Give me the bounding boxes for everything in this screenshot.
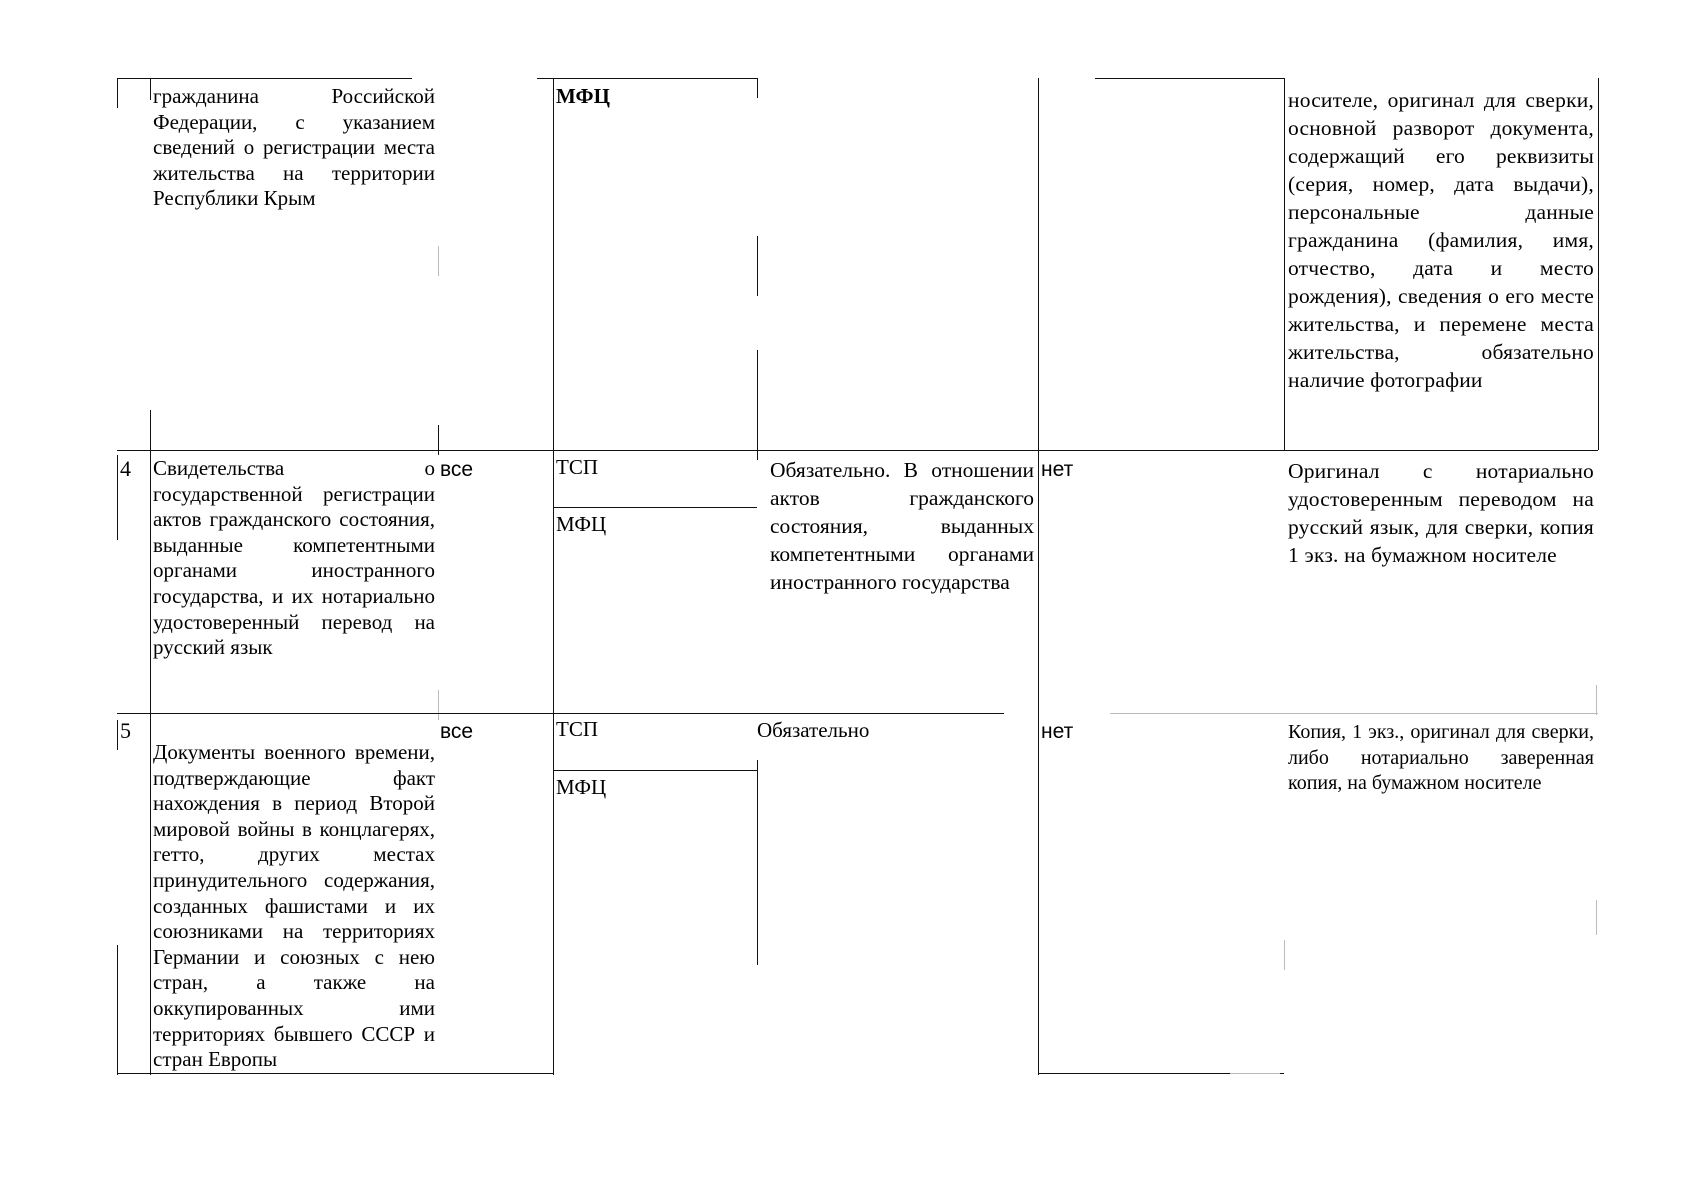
sub-row-tsp-mfc <box>553 507 757 508</box>
where-cell: МФЦ <box>556 775 607 799</box>
form-cell: Копия, 1 экз., оригинал для сверки, либо нотариально заверенная копия, на бумажном носителе <box>1288 721 1594 795</box>
sub-row-tsp-mfc <box>553 770 757 771</box>
where-cell: ТСП <box>556 717 598 741</box>
top-border <box>1095 78 1285 79</box>
col-border-left <box>117 720 118 750</box>
where-cell: ТСП <box>556 455 598 479</box>
col-border-left <box>117 945 118 1075</box>
return-cell: нет <box>1041 720 1074 743</box>
col-border-who <box>553 78 554 1075</box>
bottom-border <box>1230 1073 1280 1074</box>
col-border-cond <box>1038 78 1039 1075</box>
row-border-3-4 <box>117 450 1598 451</box>
col-border-right <box>1596 900 1597 935</box>
col-border-doc <box>438 246 439 276</box>
col-border-doc <box>438 690 439 720</box>
col-border-left <box>117 78 118 108</box>
bottom-border <box>117 1073 553 1074</box>
condition-cell: Обязательно <box>757 718 870 742</box>
document-cell: Свидетельства о государственной регистрации актов гражданского состояния, выданные компетентными органами иностранного государства, и их нотариально удостоверенный перевод на русский язык <box>153 456 435 660</box>
row-border-4-5 <box>1110 713 1598 714</box>
document-cell: Документы военного времени, подтверждающие факт нахождения в период Второй мировой войны в концлагерях, гетто, других местах принудительного содержания, созданных фашистами и их союзниками на территориях Германии и союзных с нею стран, а также на оккупированных ими территориях бывшего СССР и стран Европы <box>153 740 435 1072</box>
where-cell: МФЦ <box>556 512 607 536</box>
col-border-num <box>150 410 151 1075</box>
col-border-num <box>150 78 151 100</box>
col-border-where <box>757 760 758 965</box>
return-cell: нет <box>1041 458 1074 481</box>
row-number: 5 <box>120 718 131 743</box>
condition-cell: Обязательно. В отношении актов гражданского состояния, выданных компетентными органами иностранного государства <box>770 458 1034 594</box>
col-border-right <box>1596 685 1597 715</box>
who-cell: все <box>440 720 474 743</box>
form-cell: носителе, оригинал для сверки, основной разворот документа, содержащий его реквизиты (серия, номер, дата выдачи), персональные данные гражданина (фамилия, имя, отчество, дата и место рождения), сведения о его месте жительства, и перемене места жительства, обязательно наличие фотографии <box>1288 88 1594 392</box>
document-cell: гражданина Российской Федерации, с указанием сведений о регистрации места жительства на территории Республики Крым <box>153 84 435 211</box>
col-border-right <box>1598 78 1599 450</box>
top-border <box>537 78 757 79</box>
row-border-4-5 <box>117 713 1004 714</box>
top-border <box>117 78 412 79</box>
col-border-where <box>757 78 758 98</box>
col-border-where <box>757 236 758 296</box>
col-border-where <box>757 350 758 460</box>
where-cell: МФЦ <box>556 84 610 108</box>
form-cell: Оригинал с нотариально удостоверенным переводом на русский язык, для сверки, копия 1 экз. на бумажном носителе <box>1288 459 1594 567</box>
who-cell: все <box>440 458 474 481</box>
col-border-return <box>1284 78 1285 450</box>
col-border-return <box>1284 940 1285 970</box>
col-border-left <box>117 455 118 540</box>
row-number: 4 <box>120 456 131 481</box>
